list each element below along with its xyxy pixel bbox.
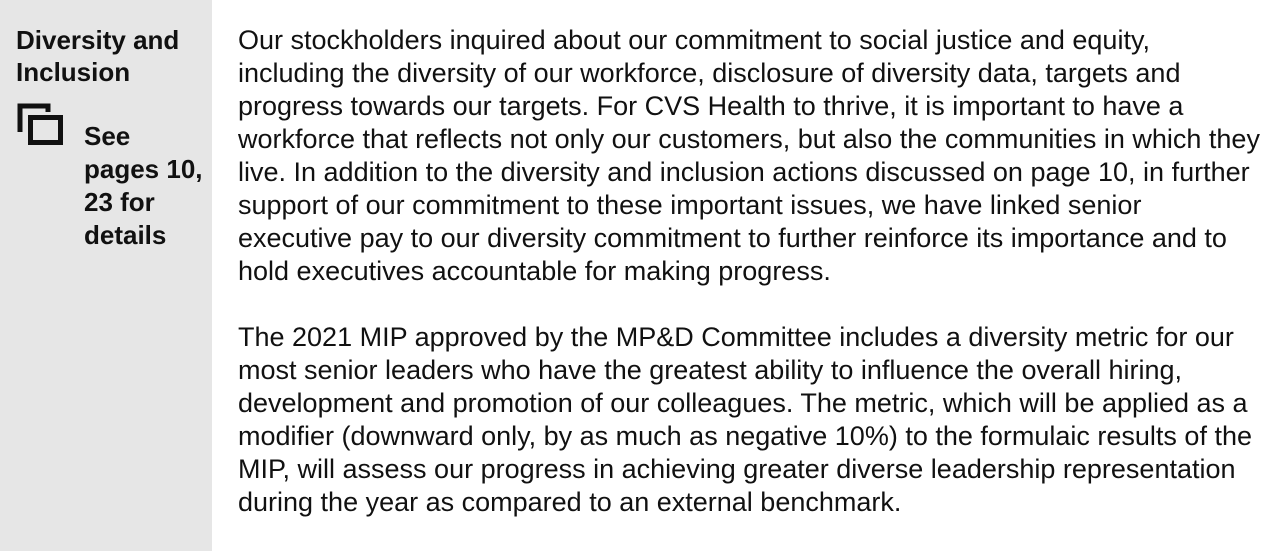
paragraph-stockholder-inquiry: Our stockholders inquired about our commitment to social justice and equity, including the diversity of our workforce, disclosure of diversity data, targets and progress towards our targets. For CVS Health to thrive, it is important to have a workforce that reflects not only our customers, but also the communities in which they live. In addition to the diversity and inclusion actions discussed on page 10, in further support of our commitment to these important issues, we have linked senior executive pay to our diversity commitment to further reinforce its importance and to hold executives accountable for making progress. (238, 25, 1260, 286)
main-content (212, 0, 1280, 551)
copy-icon (16, 102, 68, 150)
sidebar (0, 0, 212, 551)
paragraph-mip-diversity-metric: The 2021 MIP approved by the MP&D Committee includes a diversity metric for our most senior leaders who have the greatest ability to influence the overall hiring, development and promotion of our colleagues. The metric, which will be applied as a modifier (downward only, by as much as negative 10%) to the formulaic results of the MIP, will assess our progress in achieving greater diverse leadership representation during the year as compared to an external benchmark. (238, 322, 1252, 517)
sidebar-title: Diversity and Inclusion (16, 25, 180, 87)
cross-reference-text: See pages 10, 23 for details (84, 121, 203, 250)
cross-reference (16, 102, 212, 252)
